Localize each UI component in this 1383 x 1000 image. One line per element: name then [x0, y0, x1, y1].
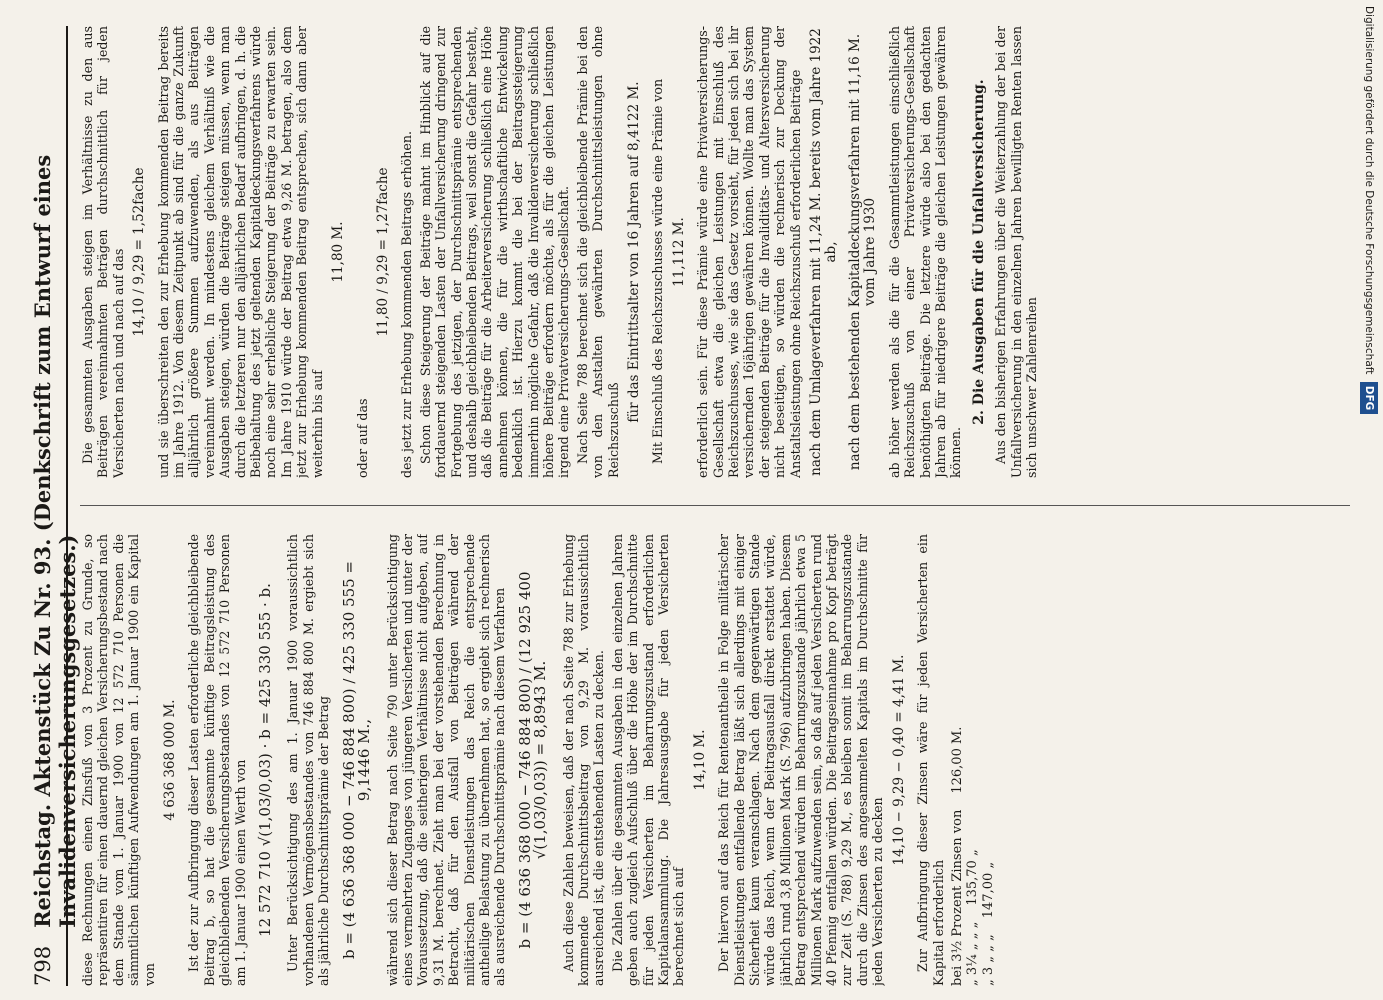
- paragraph: des jetzt zur Erhebung kommenden Beitrags erhöhen.: [399, 131, 415, 478]
- equation: für das Eintrittsalter von 16 Jahren auf 8,4122 M.: [626, 81, 642, 423]
- section-title: 2. Die Ausgaben für die Unfallversicherung.: [970, 79, 987, 425]
- paragraph: Die Zahlen über die gesammten Ausgaben in den einzelnen Jahren geben auch zugleich Aufschluß über die Höhe der im Durchschnitte für jeden Versicherten im Beharrungszustand erforderlichen Kapitalansammlung. Die Jahresausgabe für jeden Versicherten berechnet sich auf: [609, 534, 687, 986]
- rotated-page: [30, 26, 1360, 986]
- digitization-attribution: [1360, 6, 1378, 986]
- paragraph: Auch diese Zahlen beweisen, daß der nach Seite 788 zur Erhebung kommende Durchschnittsbeitrag von 9,29 M. voraussichtlich ausreichend ist, die entstehenden Lasten zu decken.: [560, 534, 607, 986]
- equation: 14,10 / 9,29 = 1,52fache: [131, 167, 148, 337]
- interest-rate-table: [950, 534, 996, 986]
- column-divider: [80, 505, 1350, 506]
- rate-row: „ 3 „ „ „ 147,00 „: [980, 861, 996, 986]
- attribution-text: Digitalisierung gefördert durch die Deutsche Forschungsgemeinschaft: [1363, 6, 1375, 375]
- paragraph: Nach Seite 788 berechnet sich die gleichbleibende Prämie bei den von den Anstalten gewährten Durchschnittsleistungen ohne Reichszuschuß: [574, 26, 621, 478]
- paragraph: und sie überschreiten den zur Erhebung kommenden Beitrag bereits im Jahre 1912. Von diesem Zeitpunkt ab sind für die ganze Zukunft alljährlich größere Summen aufzuwenden, als aus Beiträgen vereinnahmt werden. In mindestens gleichem Verhältniß wie die Ausgaben steigen, würden die Beiträge steigen müssen, wenn man durch die letzteren nur den alljährlichen Bedarf aufbringen, d. h. die Beibehaltung des jetzt geltenden Kapitaldeckungsverfahrens würde noch eine sehr erhebliche Steigerung der Beiträge zu erwarten sein. Im Jahre 1910 würde der Beitrag etwa 9,26 M. betragen, also dem jetzt zur Erhebung kommenden Beitrag entsprechen, sich dann aber weiterhin bis auf: [155, 26, 325, 478]
- text-columns: [80, 26, 1350, 986]
- paragraph: Ist der zur Aufbringung dieser Lasten erforderliche gleichbleibende Beitrag b, so hat die gesammte künftige Beitragsleistung des gleichbleibenden Versicherungsbestandes von 12 572 710 Personen am 1. Januar 1900 einen Werth von: [186, 534, 248, 986]
- rate-row: „ 3¼ „ „ „ 135,70 „: [965, 849, 981, 986]
- equation: 11,80 / 9,29 = 1,27fache: [374, 167, 391, 337]
- paragraph: während sich dieser Betrag nach Seite 790 unter Berücksichtigung eines vermehrten Zuganges von jüngeren Versicherten und unter der Voraussetzung, daß die seitherigen Verhältnisse nicht aufgeben, auf 9,31 M. berechnet. Zieht man bei der vorstehenden Berechnung in Betracht, daß für den Ausfall von Beiträgen während der militärischen Dienstleistungen das Reich die entsprechende antheilige Belastung zu übernehmen hat, so ergiebt sich rechnerisch als ausreichende Durchschnittsprämie nach diesem Verfahren: [384, 534, 508, 986]
- paragraph: Der hiervon auf das Reich für Rentenantheile in Folge militärischer Dienstleistungen entfallende Betrag läßt sich allerdings mit einiger Sicherheit kaum veranschlagen. Nach dem gegenwärtigen Stande würde das Reich, wenn der Beitragsausfall direkt erstattet würde, jährlich rund 3,8 Millionen Mark (S. 796) aufzubringen haben. Diesem Betrag entsprechend würden im Beharrungszustande jährlich etwa 5 Millionen Mark aufzuwenden sein, so daß auf jeden Versicherten rund 40 Pfennig entfallen würden. Die Beitragseinnahme pro Kopf beträgt zur Zeit (S. 788) 9,29 M., es bleiben somit im Beharrungszustande durch die Zinsen des angesammelten Kapitals im Durchschnitte für jeden Versicherten zu decken: [716, 534, 886, 986]
- paragraph: ab höher werden als die für die Gesammtleistungen einschließlich Reichszuschuß von einer Privatversicherungs-Gesellschaft benöthigten Beiträge. Die letztere würde also bei den gedachten Jahren ab für niedrigere Beiträge die gleichen Leistungen gewähren können.: [886, 26, 964, 478]
- equation: b = (4 636 368 000 − 746 884 800) / 425 330 555 = 9,1446 M.,: [339, 560, 374, 960]
- paragraph: Zur Aufbringung dieser Zinsen wäre für jeden Versicherten ein Kapital erforderlich: [915, 534, 946, 986]
- paragraph: Mit Einschluß des Reichszuschusses würde eine Prämie von: [650, 78, 666, 464]
- paragraph: oder auf das: [354, 398, 370, 478]
- equation: 11,80 M.: [330, 221, 347, 283]
- equation: 11,112 M.: [670, 217, 687, 287]
- rate-row: bei 3½ Prozent Zinsen von 126,00 M.: [949, 726, 965, 986]
- right-column: [80, 26, 1350, 478]
- paragraph: Schon diese Steigerung der Beiträge mahnt im Hinblick auf die fortdauernd steigenden Lasten der Unfallversicherung dringend zur Fortgebung des jetzigen, der Durchschnittsprämie entsprechenden und deshalb gleichbleibenden Beitrags, weil sonst die Gefahr besteht, daß die Beiträge für die Arbeiterversicherung schließlich eine Höhe annehmen können, die für die wirthschaftliche Entwickelung bedenklich ist. Hierzu kommt die bei der Beitragssteigerung immerhin mögliche Gefahr, daß die Invalidenversicherung schließlich höhere Beiträge erfordern möchte, als für die gleichen Leistungen irgend eine Privatversicherungs-Gesellschaft.: [417, 26, 572, 478]
- paragraph: Aus den bisherigen Erfahrungen über die Weiterzahlung der bei der Unfallversicherung in den einzelnen Jahren bewilligten Renten lassen sich unschwer Zahlenreihen: [993, 26, 1039, 478]
- paragraph: Unter Berücksichtigung des am 1. Januar 1900 voraussichtlich vorhandenen Vermögensbestandes von 746 884 800 M. ergiebt sich als jährliche Durchschnittsprämie der Betrag: [285, 534, 332, 986]
- left-column: [80, 534, 1350, 986]
- equation: 14,10 − 9,29 − 0,40 = 4,41 M.: [890, 654, 907, 866]
- equation: nach dem Umlageverfahren mit 11,24 M. bereits vom Jahre 1922 ab,: [808, 28, 840, 476]
- paragraph: Die gesammten Ausgaben steigen im Verhältnisse zu den aus Beiträgen vereinnahmten Beträgen durchschnittlich für jeden Versicherten nach und nach auf das: [80, 26, 126, 478]
- paragraph: erforderlich sein. Für diese Prämie würde eine Privatversicherungs-Gesellschaft etwa die gleichen Leistungen mit Einschluß des Reichszuschusses, wie sie das Gesetz vorsieht, für jeden sich bei ihr versichernden 16jährigen gewähren können. Wollte man das System der steigenden Beiträge für die Invaliditäts- und Altersversicherung nicht beseitigen, so würden die rechnerisch zur Deckung der Anstaltsleistungen ohne Reichszuschuß erforderlichen Beiträge: [695, 26, 803, 478]
- equation: 12 572 710 √(1,03/0,03) · b = 425 330 555 · b.: [256, 583, 275, 937]
- dfg-logo: DFG: [1360, 382, 1378, 415]
- equation: 14,10 M.: [691, 729, 708, 791]
- equation: b = (4 636 368 000 − 746 884 800) / (12 925 400 √(1,03/0,03)) = 8,8943 M.: [515, 571, 550, 949]
- running-title: Reichstag. Aktenstück Zu Nr. 93. (Denkschrift zum Entwurf eines Invalidenversicherungsgesetzes.): [30, 154, 80, 928]
- page-number: 798: [31, 945, 55, 986]
- page-header: [30, 26, 80, 986]
- equation: nach dem bestehenden Kapitaldeckungsverfahren mit 11,16 M. vom Jahre 1930: [846, 33, 879, 471]
- equation: 4 636 368 000 M.: [162, 699, 179, 821]
- paragraph: diese Rechnungen einen Zinsfuß von 3 Prozent zu Grunde, so repräsentiren für einen dauernd gleichen Versicherungsbestand nach dem Stande vom 1. Januar 1900 von 12 572 710 Personen die sämmtlichen künftigen Aufwendungen am 1. Januar 1900 ein Kapital von: [80, 534, 157, 986]
